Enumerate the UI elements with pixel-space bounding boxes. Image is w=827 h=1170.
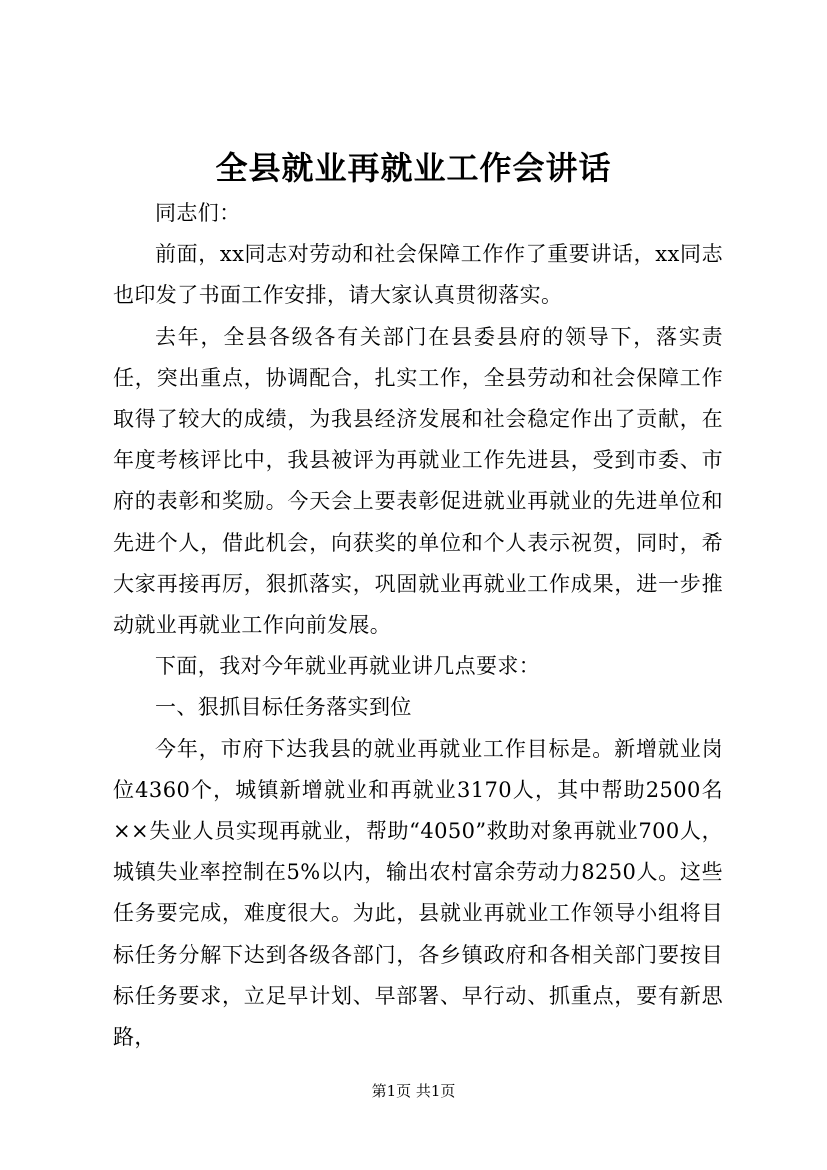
body-paragraph: 下面，我对今年就业再就业讲几点要求： [155,654,541,679]
document-body [113,193,723,1058]
section-heading: 一、狠抓目标任务落实到位 [155,695,412,720]
page-footer: 第1页 共1页 [371,1082,456,1100]
document-title: 全县就业再就业工作会讲话 [215,149,612,187]
salutation-paragraph: 同志们： [155,201,241,225]
body-paragraph: 今年，市府下达我县的就业再就业工作目标是。新增就业岗位4360个，城镇新增就业和再就业3170人，其中帮助2500名××失业人员实现再就业，帮助“4050”救助对象再就业700人，城镇失业率控制在5%以内，输出农村富余劳动力8250人。这些任务要完成，难度很大。为此，县就业再就业工作领导小组将目标任务分解下达到各级各部门，各乡镇政府和各相关部门要按目标任务要求，立足早计划、早部署、早行动、抓重点，要有新思路， [113,736,723,1050]
body-paragraph: 前面，xx同志对劳动和社会保障工作作了重要讲话，xx同志也印发了书面工作安排，请大家认真贯彻落实。 [113,242,723,308]
body-paragraph: 去年，全县各级各有关部门在县委县府的领导下，落实责任，突出重点，协调配合，扎实工作，全县劳动和社会保障工作取得了较大的成绩，为我县经济发展和社会稳定作出了贡献，在年度考核评比中，我县被评为再就业工作先进县，受到市委、市府的表彰和奖励。今天会上要表彰促进就业再就业的先进单位和先进个人，借此机会，向获奖的单位和个人表示祝贺，同时，希大家再接再厉，狠抓落实，巩固就业再就业工作成果，进一步推动就业再就业工作向前发展。 [113,324,723,638]
